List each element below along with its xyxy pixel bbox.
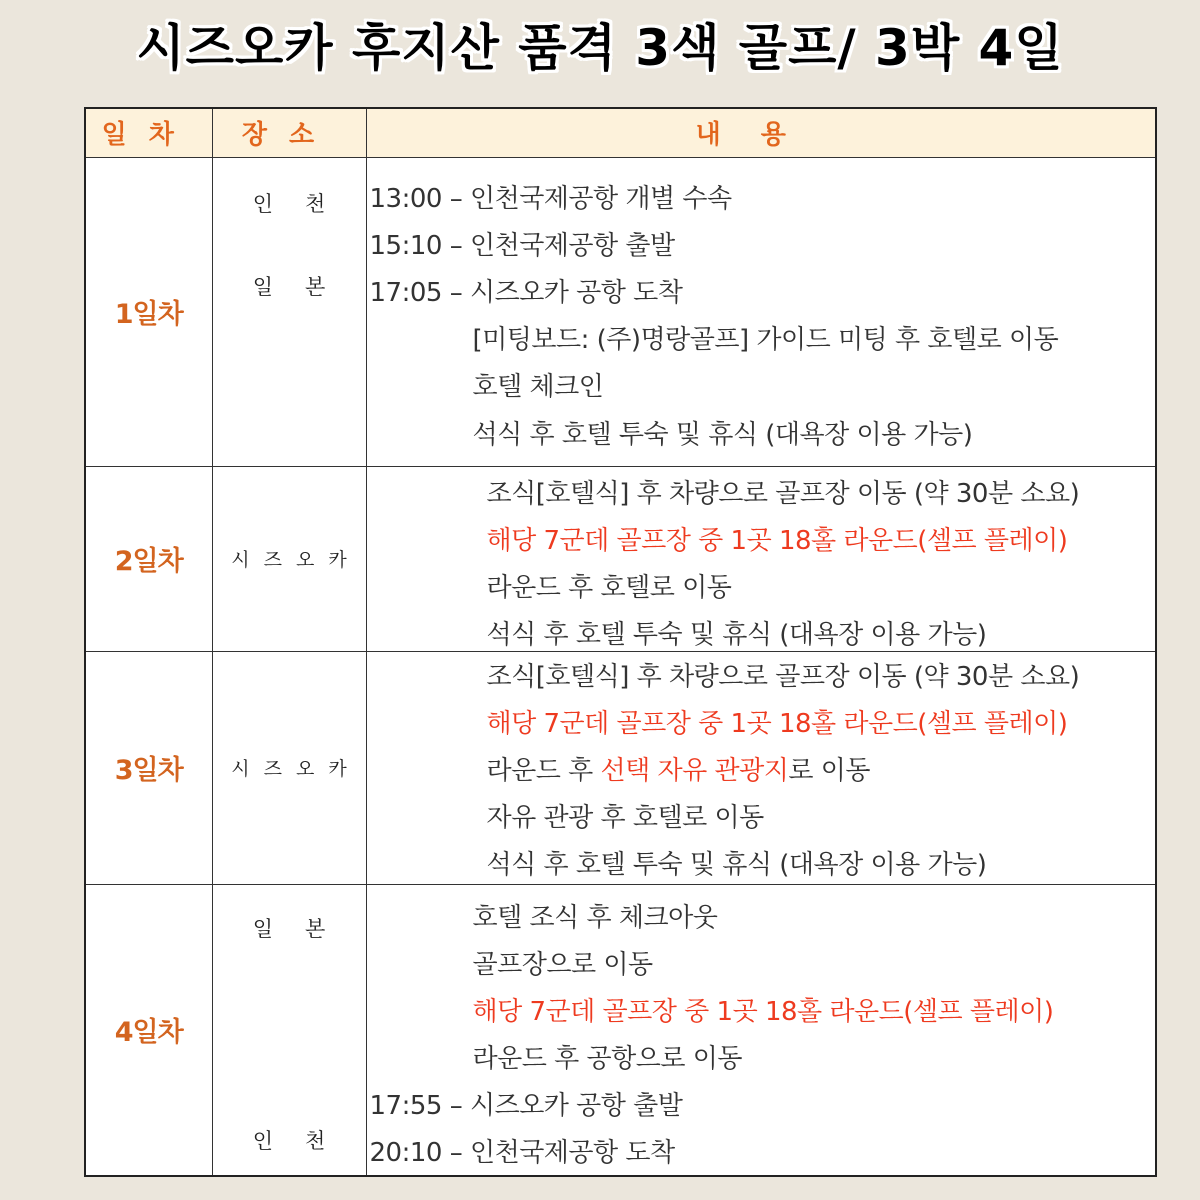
schedule-line: 15:10 – 인천국제공항 출발 xyxy=(369,230,675,261)
place-label: 일본 xyxy=(252,274,358,299)
place-label: 일본 xyxy=(252,916,358,941)
place-cell xyxy=(212,157,366,466)
schedule-line xyxy=(487,750,870,787)
schedule-table xyxy=(84,107,1157,1177)
place-label: 시즈오카 xyxy=(231,548,361,571)
schedule-line: 골프장으로 이동 xyxy=(472,949,653,980)
optional-tour-highlight: 선택 자유 관광지 xyxy=(600,755,789,786)
schedule-line: 조식[호텔식] 후 차량으로 골프장 이동 (약 30분 소요) xyxy=(486,478,1080,509)
schedule-line: 호텔 조식 후 체크아웃 xyxy=(472,902,718,933)
schedule-line: 자유 관광 후 호텔로 이동 xyxy=(486,802,764,833)
header-day: 일차 xyxy=(85,108,212,157)
day-label: 1일차 xyxy=(85,157,212,466)
place-cell xyxy=(212,884,366,1176)
place-label: 인천 xyxy=(252,191,358,216)
content-cell xyxy=(366,157,1156,466)
content-cell xyxy=(366,884,1156,1176)
schedule-line: 20:10 – 인천국제공항 도착 xyxy=(369,1137,675,1168)
schedule-line: 석식 후 호텔 투숙 및 휴식 (대욕장 이용 가능) xyxy=(486,849,987,880)
header-content: 내용 xyxy=(366,108,1156,157)
page-title: 시즈오카 후지산 품격 3색 골프/ 3박 4일 xyxy=(136,19,1064,77)
line-text: 로 이동 xyxy=(788,755,870,786)
schedule-line-highlight: 해당 7군데 골프장 중 1곳 18홀 라운드(셀프 플레이) xyxy=(472,996,1054,1027)
schedule-line: [미팅보드: (주)명랑골프] 가이드 미팅 후 호텔로 이동 xyxy=(472,324,1059,355)
day-row-1 xyxy=(85,157,1156,466)
place-cell xyxy=(212,466,366,651)
day-label: 4일차 xyxy=(85,884,212,1176)
place-cell xyxy=(212,651,366,884)
place-label: 시즈오카 xyxy=(231,757,361,780)
day-row-4 xyxy=(85,884,1156,1176)
schedule-line: 조식[호텔식] 후 차량으로 골프장 이동 (약 30분 소요) xyxy=(486,661,1080,692)
content-cell xyxy=(366,651,1156,884)
place-label: 인천 xyxy=(252,1128,358,1153)
schedule-line-highlight: 해당 7군데 골프장 중 1곳 18홀 라운드(셀프 플레이) xyxy=(486,708,1068,739)
schedule-line: 석식 후 호텔 투숙 및 휴식 (대욕장 이용 가능) xyxy=(472,419,973,450)
schedule-line: 13:00 – 인천국제공항 개별 수속 xyxy=(369,183,732,214)
schedule-line: 17:05 – 시즈오카 공항 도착 xyxy=(369,277,683,308)
schedule-line: 라운드 후 호텔로 이동 xyxy=(486,572,732,603)
day-row-3 xyxy=(85,651,1156,884)
schedule-line: 호텔 체크인 xyxy=(472,371,604,402)
line-text: 라운드 후 xyxy=(486,755,601,786)
schedule-line: 석식 후 호텔 투숙 및 휴식 (대욕장 이용 가능) xyxy=(486,619,987,650)
schedule-line-highlight: 해당 7군데 골프장 중 1곳 18홀 라운드(셀프 플레이) xyxy=(486,525,1068,556)
header-place: 장소 xyxy=(212,108,366,157)
table-header-row xyxy=(85,108,1156,157)
day-row-2 xyxy=(85,466,1156,651)
schedule-line: 라운드 후 공항으로 이동 xyxy=(472,1043,742,1074)
content-cell xyxy=(366,466,1156,651)
day-label: 2일차 xyxy=(85,466,212,651)
schedule-line: 17:55 – 시즈오카 공항 출발 xyxy=(369,1090,683,1121)
day-label: 3일차 xyxy=(85,651,212,884)
